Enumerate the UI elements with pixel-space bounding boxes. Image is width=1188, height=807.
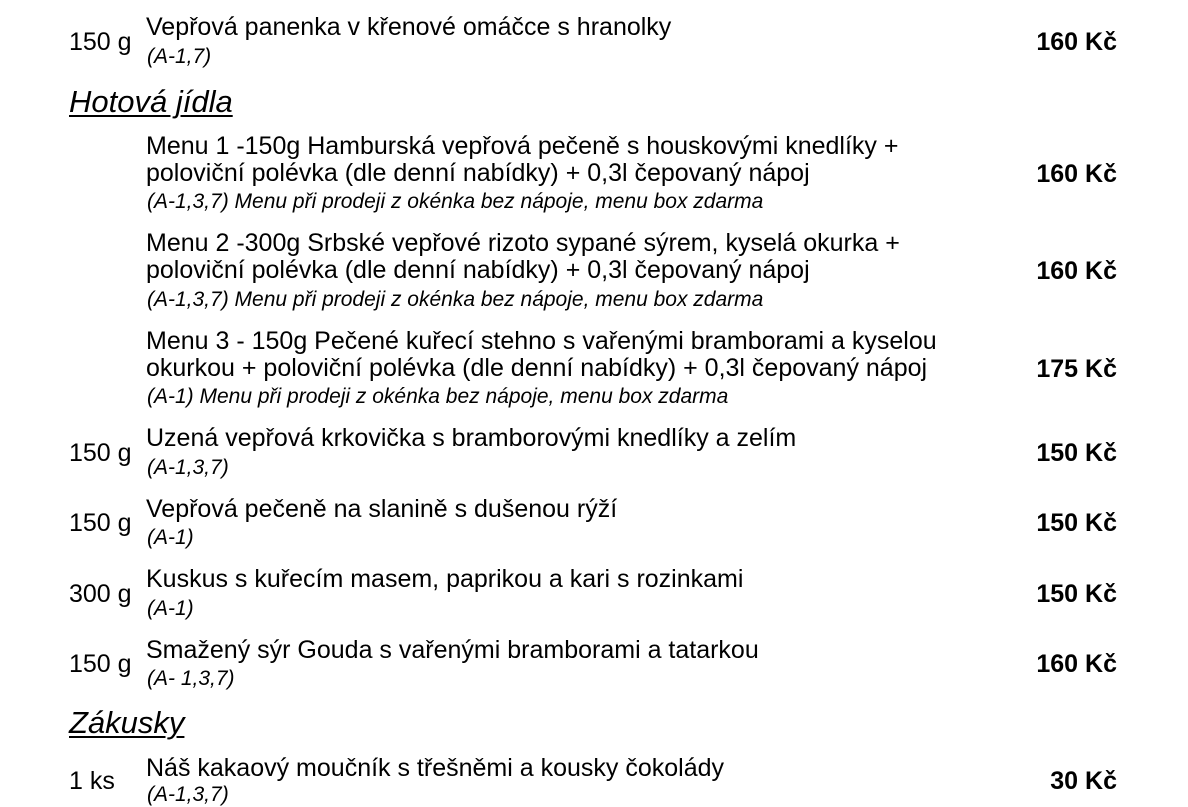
- combo-line-1: Menu 1 -150g Hamburská vepřová pečeně s houskovými knedlíky +: [146, 132, 899, 160]
- item-allergens: (A-1,3,7): [147, 783, 229, 806]
- combo-price: 160 Kč: [1036, 257, 1117, 285]
- combo-price: 160 Kč: [1036, 160, 1117, 188]
- item-name: Kuskus s kuřecím masem, paprikou a kari s rozinkami: [146, 565, 744, 593]
- item-price: 160 Kč: [1036, 28, 1117, 56]
- item-allergens: (A-1,7): [147, 45, 212, 68]
- item-quantity: 150 g: [69, 28, 132, 56]
- combo-line-2: poloviční polévka (dle denní nabídky) + 0,3l čepovaný nápoj: [146, 159, 810, 187]
- item-name: Uzená vepřová krkovička s bramborovými knedlíky a zelím: [146, 424, 797, 452]
- item-allergens: (A- 1,3,7): [147, 667, 235, 690]
- item-name: Náš kakaový moučník s třešněmi a kousky čokolády: [146, 754, 725, 782]
- item-allergens: (A-1,3,7): [147, 456, 229, 479]
- item-allergens: (A-1): [147, 597, 194, 620]
- item-quantity: 150 g: [69, 509, 132, 537]
- item-price: 150 Kč: [1036, 439, 1117, 467]
- item-quantity: 1 ks: [69, 767, 115, 795]
- item-name: Vepřová pečeně na slanině s dušenou rýží: [146, 495, 618, 523]
- combo-allergens: (A-1) Menu při prodeji z okénka bez nápoje, menu box zdarma: [147, 385, 729, 408]
- item-price: 150 Kč: [1036, 580, 1117, 608]
- combo-line-2: poloviční polévka (dle denní nabídky) + 0,3l čepovaný nápoj: [146, 256, 810, 284]
- item-quantity: 150 g: [69, 439, 132, 467]
- item-quantity: 150 g: [69, 650, 132, 678]
- section-title-hotova-jidla: Hotová jídla: [69, 84, 233, 119]
- item-name: Smažený sýr Gouda s vařenými bramborami a tatarkou: [146, 636, 759, 664]
- combo-price: 175 Kč: [1036, 355, 1117, 383]
- section-title-zakusky: Zákusky: [69, 705, 185, 740]
- item-price: 30 Kč: [1050, 767, 1117, 795]
- combo-line-1: Menu 2 -300g Srbské vepřové rizoto sypané sýrem, kyselá okurka +: [146, 229, 900, 257]
- item-price: 160 Kč: [1036, 650, 1117, 678]
- combo-allergens: (A-1,3,7) Menu při prodeji z okénka bez nápoje, menu box zdarma: [147, 190, 764, 213]
- combo-line-2: okurkou + poloviční polévka (dle denní nabídky) + 0,3l čepovaný nápoj: [146, 354, 928, 382]
- combo-allergens: (A-1,3,7) Menu při prodeji z okénka bez nápoje, menu box zdarma: [147, 288, 764, 311]
- combo-line-1: Menu 3 - 150g Pečené kuřecí stehno s vařenými bramborami a kyselou: [146, 327, 937, 355]
- item-name: Vepřová panenka v křenové omáčce s hranolky: [146, 13, 672, 41]
- item-price: 150 Kč: [1036, 509, 1117, 537]
- item-quantity: 300 g: [69, 580, 132, 608]
- item-allergens: (A-1): [147, 526, 194, 549]
